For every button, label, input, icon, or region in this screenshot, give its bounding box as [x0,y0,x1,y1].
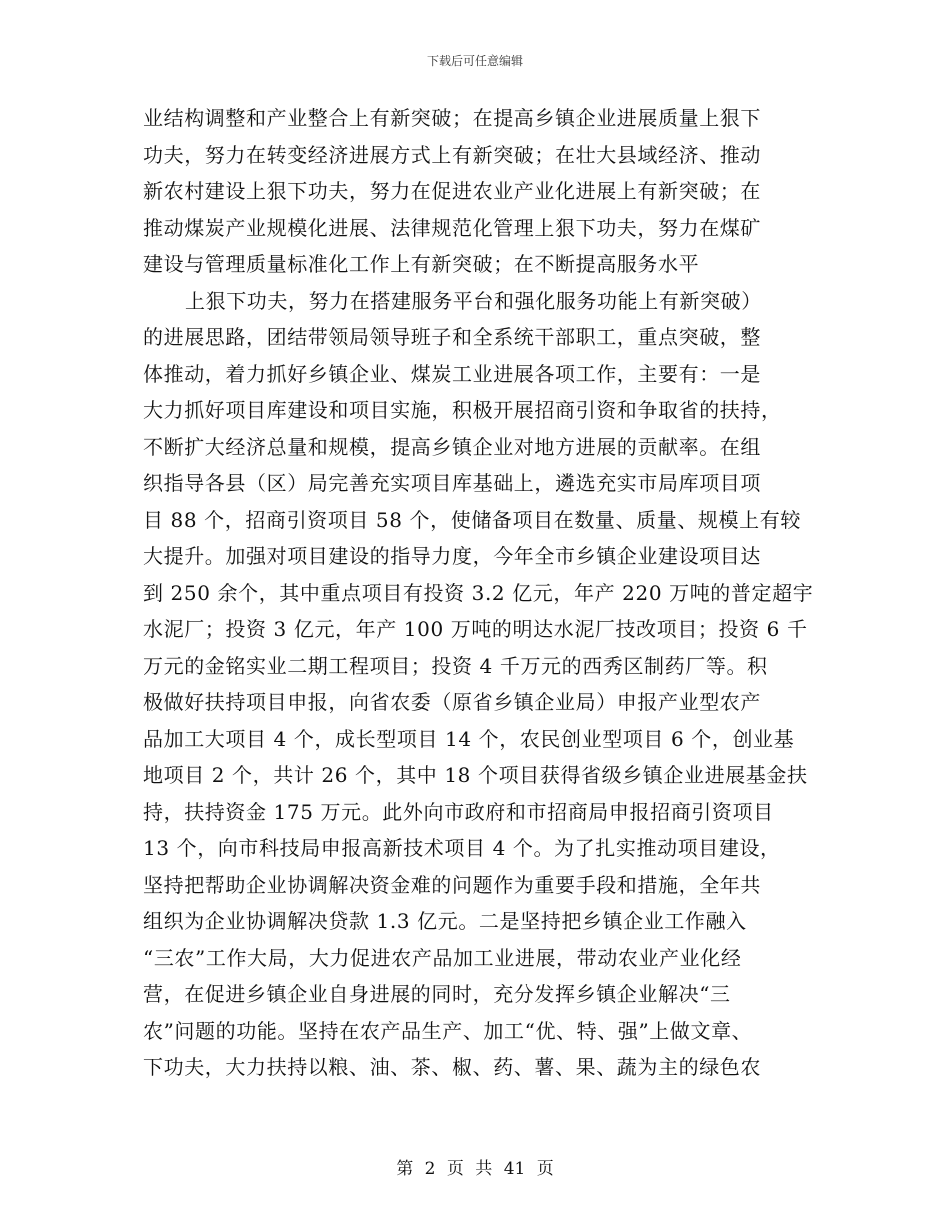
text-line: 下功夫，大力扶持以粮、油、茶、椒、药、薯、果、蔬为主的绿色农 [143,1055,761,1079]
text-line: 建设与管理质量标准化工作上有新突破；在不断提高服务水平 [143,252,700,276]
text-line: 组织为企业协调解决贷款 1.3 亿元。二是坚持把乡镇企业工作融入 [143,909,747,933]
text-line: 持，扶持资金 175 万元。此外向市政府和市招商局申报招商引资项目 [143,799,774,824]
text-line: 体推动，着力抓好乡镇企业、煤炭工业进展各项工作，主要有：一是 [143,361,761,386]
text-line: 水泥厂；投资 3 亿元，年产 100 万吨的明达水泥厂技改项目；投资 6 千 [143,617,808,641]
page-header: 下载后可任意编辑 [426,54,523,68]
text-line: 坚持把帮助企业协调解决资金难的问题作为重要手段和措施，全年共 [143,872,761,897]
text-line: 大提升。加强对项目建设的指导力度，今年全市乡镇企业建设项目达 [143,544,761,568]
text-line: 的进展思路，团结带领局领导班子和全系统干部职工，重点突破，整 [143,325,761,349]
text-line: 农”问题的功能。坚持在农产品生产、加工“优、特、强”上做文章、 [143,1018,753,1043]
text-line: 推动煤炭产业规模化进展、法律规范化管理上狠下功夫，努力在煤矿 [143,215,761,240]
text-line: 万元的金铭实业二期工程项目；投资 4 千万元的西秀区制药厂等。积 [143,653,768,678]
text-line: 13 个，向市科技局申报高新技术项目 4 个。为了扎实推动项目建设， [143,836,781,860]
body-text [143,100,815,1086]
text-line: 不断扩大经济总量和规模，提高乡镇企业对地方进展的贡献率。在组 [143,434,761,459]
text-line: 到 250 余个，其中重点项目有投资 3.2 亿元，年产 220 万吨的普定超宇 [143,580,814,605]
text-line: 地项目 2 个，共计 26 个，其中 18 个项目获得省级乡镇企业进展基金扶 [143,763,808,787]
page-number-footer: 第 2 页 共 41 页 [396,1159,554,1179]
text-line: 目 88 个，招商引资项目 58 个，使储备项目在数量、质量、规模上有较 [143,507,801,532]
text-line-paragraph-start: 上狠下功夫，努力在搭建服务平台和强化服务功能上有新突破） [185,288,762,313]
text-line: 新农村建设上狠下功夫，努力在促进农业产业化进展上有新突破；在 [143,179,761,203]
text-line: 业结构调整和产业整合上有新突破；在提高乡镇企业进展质量上狠下 [143,106,761,130]
text-line: 极做好扶持项目申报，向省农委（原省乡镇企业局）申报产业型农产 [143,690,761,714]
text-line: 品加工大项目 4 个，成长型项目 14 个，农民创业型项目 6 个，创业基 [143,726,795,751]
text-line: 营，在促进乡镇企业自身进展的同时，充分发挥乡镇企业解决“三 [143,982,731,1006]
text-line: “三农”工作大局，大力促进农产品加工业进展，带动农业产业化经 [143,945,742,970]
text-line: 大力抓好项目库建设和项目实施，积极开展招商引资和争取省的扶持， [143,398,782,422]
text-line: 功夫，努力在转变经济进展方式上有新突破；在壮大县域经济、推动 [143,142,761,167]
text-line: 织指导各县（区）局完善充实项目库基础上，遴选充实市局库项目项 [143,471,761,495]
